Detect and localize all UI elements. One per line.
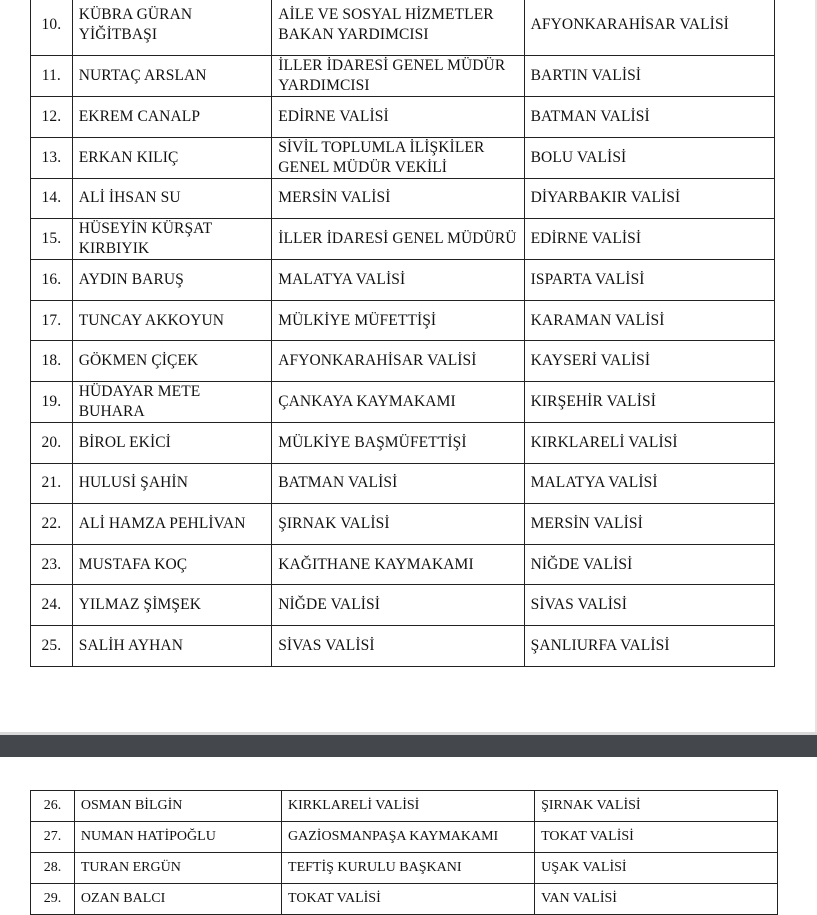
- row-number: 17.: [31, 300, 73, 341]
- previous-position: KAĞITHANE KAYMAKAMI: [272, 544, 524, 585]
- new-position: BATMAN VALİSİ: [524, 97, 774, 138]
- appointments-table-top: [30, 0, 775, 667]
- person-name: HÜDAYAR METE BUHARA: [72, 381, 271, 422]
- person-name: YILMAZ ŞİMŞEK: [72, 585, 271, 626]
- previous-position: MALATYA VALİSİ: [272, 260, 524, 301]
- table-row: [31, 381, 775, 422]
- new-position: KARAMAN VALİSİ: [524, 300, 774, 341]
- new-position: SİVAS VALİSİ: [524, 585, 774, 626]
- new-position: ŞANLIURFA VALİSİ: [524, 625, 774, 666]
- new-position: VAN VALİSİ: [535, 884, 778, 915]
- row-number: 12.: [31, 97, 73, 138]
- table-bottom-body: [31, 791, 778, 915]
- table-row: [31, 625, 775, 666]
- table-row: [31, 260, 775, 301]
- new-position: NİĞDE VALİSİ: [524, 544, 774, 585]
- previous-position: SİVİL TOPLUMLA İLİŞKİLER GENEL MÜDÜR VEKİLİ: [272, 137, 524, 178]
- previous-position: MERSİN VALİSİ: [272, 178, 524, 219]
- new-position: BARTIN VALİSİ: [524, 56, 774, 97]
- new-position: KAYSERİ VALİSİ: [524, 341, 774, 382]
- previous-position: TEFTİŞ KURULU BAŞKANI: [282, 853, 535, 884]
- person-name: ALİ HAMZA PEHLİVAN: [72, 504, 271, 545]
- person-name: HULUSİ ŞAHİN: [72, 463, 271, 504]
- previous-position: BATMAN VALİSİ: [272, 463, 524, 504]
- person-name: MUSTAFA KOÇ: [72, 544, 271, 585]
- table-row: [31, 56, 775, 97]
- row-number: 18.: [31, 341, 73, 382]
- new-position: BOLU VALİSİ: [524, 137, 774, 178]
- person-name: OZAN BALCI: [74, 884, 281, 915]
- person-name: TUNCAY AKKOYUN: [72, 300, 271, 341]
- table-top-body: [31, 0, 775, 666]
- table-row: [31, 585, 775, 626]
- person-name: GÖKMEN ÇİÇEK: [72, 341, 271, 382]
- table-row: [31, 300, 775, 341]
- table-row: [31, 884, 778, 915]
- new-position: ISPARTA VALİSİ: [524, 260, 774, 301]
- table-row: [31, 853, 778, 884]
- table-row: [31, 422, 775, 463]
- row-number: 29.: [31, 884, 75, 915]
- table-row: [31, 0, 775, 56]
- row-number: 20.: [31, 422, 73, 463]
- new-position: MERSİN VALİSİ: [524, 504, 774, 545]
- previous-position: ÇANKAYA KAYMAKAMI: [272, 381, 524, 422]
- new-position: AFYONKARAHİSAR VALİSİ: [524, 0, 774, 56]
- previous-position: SİVAS VALİSİ: [272, 625, 524, 666]
- row-number: 23.: [31, 544, 73, 585]
- table-row: [31, 822, 778, 853]
- table-row: [31, 504, 775, 545]
- row-number: 22.: [31, 504, 73, 545]
- person-name: OSMAN BİLGİN: [74, 791, 281, 822]
- person-name: HÜSEYİN KÜRŞAT KIRBIYIK: [72, 219, 271, 260]
- person-name: TURAN ERGÜN: [74, 853, 281, 884]
- table-row: [31, 463, 775, 504]
- row-number: 21.: [31, 463, 73, 504]
- previous-position: MÜLKİYE MÜFETTİŞİ: [272, 300, 524, 341]
- table-row: [31, 178, 775, 219]
- row-number: 19.: [31, 381, 73, 422]
- new-position: ŞIRNAK VALİSİ: [535, 791, 778, 822]
- table-row: [31, 219, 775, 260]
- row-number: 11.: [31, 56, 73, 97]
- table-row: [31, 341, 775, 382]
- person-name: NUMAN HATİPOĞLU: [74, 822, 281, 853]
- person-name: EKREM CANALP: [72, 97, 271, 138]
- previous-position: MÜLKİYE BAŞMÜFETTİŞİ: [272, 422, 524, 463]
- row-number: 15.: [31, 219, 73, 260]
- row-number: 25.: [31, 625, 73, 666]
- person-name: AYDIN BARUŞ: [72, 260, 271, 301]
- new-position: MALATYA VALİSİ: [524, 463, 774, 504]
- row-number: 26.: [31, 791, 75, 822]
- previous-position: AİLE VE SOSYAL HİZMETLER BAKAN YARDIMCISI: [272, 0, 524, 56]
- new-position: UŞAK VALİSİ: [535, 853, 778, 884]
- previous-position: KIRKLARELİ VALİSİ: [282, 791, 535, 822]
- new-position: TOKAT VALİSİ: [535, 822, 778, 853]
- row-number: 14.: [31, 178, 73, 219]
- row-number: 27.: [31, 822, 75, 853]
- row-number: 16.: [31, 260, 73, 301]
- new-position: KIRKLARELİ VALİSİ: [524, 422, 774, 463]
- person-name: KÜBRA GÜRAN YİĞİTBAŞI: [72, 0, 271, 56]
- row-number: 24.: [31, 585, 73, 626]
- person-name: ALİ İHSAN SU: [72, 178, 271, 219]
- row-number: 13.: [31, 137, 73, 178]
- previous-position: İLLER İDARESİ GENEL MÜDÜR YARDIMCISI: [272, 56, 524, 97]
- row-number: 28.: [31, 853, 75, 884]
- previous-position: ŞIRNAK VALİSİ: [272, 504, 524, 545]
- appointments-table-bottom: [30, 790, 778, 915]
- previous-position: GAZİOSMANPAŞA KAYMAKAMI: [282, 822, 535, 853]
- new-position: EDİRNE VALİSİ: [524, 219, 774, 260]
- new-position: DİYARBAKIR VALİSİ: [524, 178, 774, 219]
- row-number: 10.: [31, 0, 73, 56]
- page-break-divider: [0, 735, 817, 757]
- previous-position: AFYONKARAHİSAR VALİSİ: [272, 341, 524, 382]
- table-row: [31, 544, 775, 585]
- previous-position: İLLER İDARESİ GENEL MÜDÜRÜ: [272, 219, 524, 260]
- person-name: BİROL EKİCİ: [72, 422, 271, 463]
- new-position: KIRŞEHİR VALİSİ: [524, 381, 774, 422]
- table-row: [31, 97, 775, 138]
- person-name: ERKAN KILIÇ: [72, 137, 271, 178]
- table-row: [31, 791, 778, 822]
- table-row: [31, 137, 775, 178]
- previous-position: EDİRNE VALİSİ: [272, 97, 524, 138]
- person-name: NURTAÇ ARSLAN: [72, 56, 271, 97]
- previous-position: NİĞDE VALİSİ: [272, 585, 524, 626]
- person-name: SALİH AYHAN: [72, 625, 271, 666]
- previous-position: TOKAT VALİSİ: [282, 884, 535, 915]
